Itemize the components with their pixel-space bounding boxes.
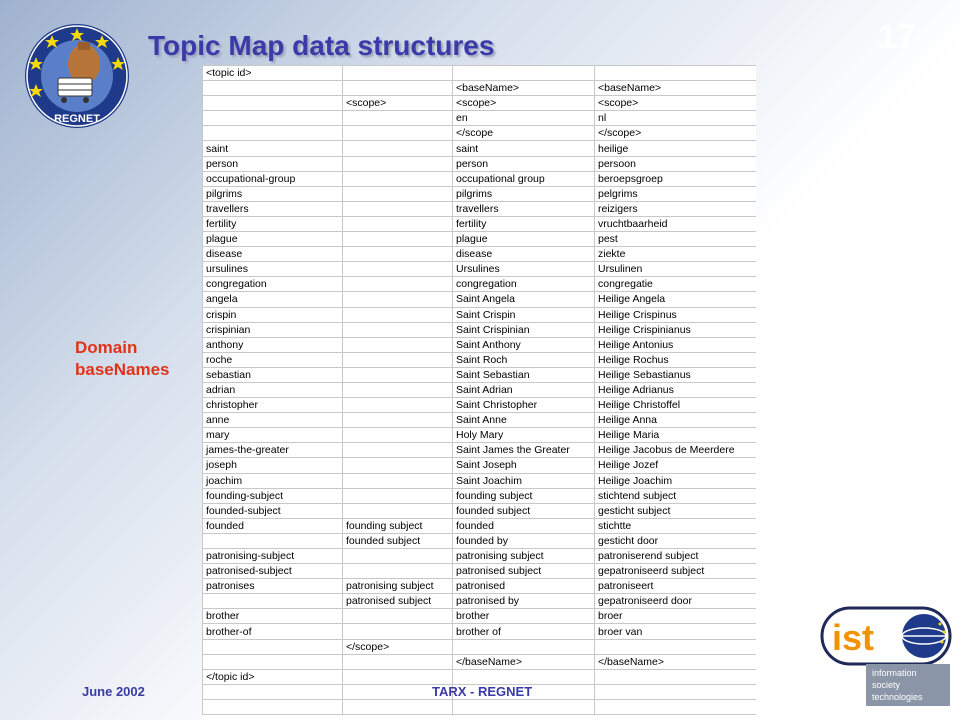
table-cell xyxy=(595,684,757,699)
topic-map-table xyxy=(202,65,756,715)
ist-logo-main: ist xyxy=(832,617,875,658)
table-cell: angela xyxy=(203,292,343,307)
table-cell xyxy=(203,533,343,548)
table-cell xyxy=(343,66,453,81)
table-row xyxy=(203,413,757,428)
table-cell xyxy=(343,186,453,201)
table-cell xyxy=(343,488,453,503)
table-cell: heilige xyxy=(595,141,757,156)
table-cell xyxy=(203,684,343,699)
table-row xyxy=(203,337,757,352)
table-cell: founding subject xyxy=(453,488,595,503)
table-row xyxy=(203,579,757,594)
table-cell xyxy=(343,307,453,322)
table-cell: congregatie xyxy=(595,277,757,292)
table-cell xyxy=(343,398,453,413)
table-cell: nl xyxy=(595,111,757,126)
table-cell xyxy=(453,699,595,714)
table-cell: joachim xyxy=(203,473,343,488)
table-cell: Saint Anne xyxy=(453,413,595,428)
table-cell xyxy=(343,443,453,458)
table-cell: travellers xyxy=(203,201,343,216)
table-cell: Heilige Antonius xyxy=(595,337,757,352)
table-row xyxy=(203,352,757,367)
table-cell: crispinian xyxy=(203,322,343,337)
table-cell: Saint James the Greater xyxy=(453,443,595,458)
table-cell: Saint Angela xyxy=(453,292,595,307)
table-cell: Heilige Joachim xyxy=(595,473,757,488)
ist-caption-3: technologies xyxy=(872,692,923,702)
table-cell: Heilige Rochus xyxy=(595,352,757,367)
table-row xyxy=(203,443,757,458)
table-cell: founding-subject xyxy=(203,488,343,503)
table-row xyxy=(203,66,757,81)
table-cell: <scope> xyxy=(343,96,453,111)
table-row xyxy=(203,428,757,443)
table-cell: founding subject xyxy=(343,518,453,533)
table-cell: <baseName> xyxy=(595,81,757,96)
table-cell xyxy=(343,699,453,714)
table-cell xyxy=(343,247,453,262)
table-cell: gesticht door xyxy=(595,533,757,548)
table-row xyxy=(203,156,757,171)
table-row xyxy=(203,473,757,488)
table-cell: Saint Christopher xyxy=(453,398,595,413)
table-cell: Saint Crispinian xyxy=(453,322,595,337)
table-cell: Holy Mary xyxy=(453,428,595,443)
table-cell: congregation xyxy=(453,277,595,292)
table-row xyxy=(203,292,757,307)
table-cell: plague xyxy=(203,232,343,247)
table-row xyxy=(203,277,757,292)
table-cell xyxy=(595,669,757,684)
table-cell: sebastian xyxy=(203,367,343,382)
table-cell xyxy=(343,322,453,337)
table-cell: stichtend subject xyxy=(595,488,757,503)
table-cell: Saint Joachim xyxy=(453,473,595,488)
table-cell: gepatroniseerd door xyxy=(595,594,757,609)
table-cell: patronising subject xyxy=(343,579,453,594)
table-cell xyxy=(343,201,453,216)
side-label xyxy=(75,337,170,381)
table-cell xyxy=(343,111,453,126)
table-cell: founded subject xyxy=(343,533,453,548)
table-cell: joseph xyxy=(203,458,343,473)
table-row xyxy=(203,503,757,518)
table-cell: occupational group xyxy=(453,171,595,186)
table-cell xyxy=(203,111,343,126)
regnet-logo-text: REGNET xyxy=(54,113,100,125)
table-cell xyxy=(343,156,453,171)
table-cell: brother-of xyxy=(203,624,343,639)
table-cell xyxy=(343,624,453,639)
table-cell: beroepsgroep xyxy=(595,171,757,186)
side-label-line1: Domain xyxy=(75,338,138,357)
table-row xyxy=(203,458,757,473)
table-cell: crispin xyxy=(203,307,343,322)
table-cell: travellers xyxy=(453,201,595,216)
table-cell xyxy=(343,352,453,367)
table-cell xyxy=(343,81,453,96)
table-cell: Ursulinen xyxy=(595,262,757,277)
table-cell xyxy=(343,232,453,247)
table-row xyxy=(203,594,757,609)
table-cell: patroniserend subject xyxy=(595,549,757,564)
table-cell xyxy=(343,609,453,624)
table-row xyxy=(203,111,757,126)
table-cell: congregation xyxy=(203,277,343,292)
table-cell xyxy=(203,81,343,96)
table-cell: fertility xyxy=(203,216,343,231)
table-cell: christopher xyxy=(203,398,343,413)
table-cell xyxy=(203,126,343,141)
table-cell: brother xyxy=(453,609,595,624)
table-row xyxy=(203,382,757,397)
table-cell xyxy=(343,564,453,579)
regnet-logo xyxy=(22,22,132,130)
table-cell: gesticht subject xyxy=(595,503,757,518)
table-row xyxy=(203,398,757,413)
table-cell: anne xyxy=(203,413,343,428)
table-cell: Heilige Jozef xyxy=(595,458,757,473)
table-row xyxy=(203,564,757,579)
table-row xyxy=(203,96,757,111)
footer-date: June 2002 xyxy=(82,684,145,699)
table-cell: founded subject xyxy=(453,503,595,518)
table-row xyxy=(203,367,757,382)
table-row xyxy=(203,639,757,654)
table-cell: founded xyxy=(453,518,595,533)
table-cell: patronising subject xyxy=(453,549,595,564)
table-cell xyxy=(343,171,453,186)
table-cell: patroniseert xyxy=(595,579,757,594)
table-row xyxy=(203,699,757,714)
table-cell: occupational-group xyxy=(203,171,343,186)
table-cell: Heilige Christoffel xyxy=(595,398,757,413)
table-cell: </baseName> xyxy=(453,654,595,669)
table-cell: Heilige Maria xyxy=(595,428,757,443)
table-cell: Saint Sebastian xyxy=(453,367,595,382)
table-cell: saint xyxy=(203,141,343,156)
table-cell: vruchtbaarheid xyxy=(595,216,757,231)
table-cell: person xyxy=(453,156,595,171)
table-cell: <scope> xyxy=(595,96,757,111)
table-cell xyxy=(453,639,595,654)
table-row xyxy=(203,533,757,548)
table-cell: Heilige Adrianus xyxy=(595,382,757,397)
table-cell: brother xyxy=(203,609,343,624)
table-row xyxy=(203,126,757,141)
table-cell: Saint Adrian xyxy=(453,382,595,397)
table-cell xyxy=(595,639,757,654)
table-cell: Ursulines xyxy=(453,262,595,277)
table-cell xyxy=(453,669,595,684)
table-cell xyxy=(343,216,453,231)
table-cell xyxy=(203,654,343,669)
table-cell: patronising-subject xyxy=(203,549,343,564)
table-cell: <topic id> xyxy=(203,66,343,81)
table-cell: </scope> xyxy=(343,639,453,654)
table-cell: </baseName> xyxy=(595,654,757,669)
table-row xyxy=(203,232,757,247)
table-cell: adrian xyxy=(203,382,343,397)
table-cell: plague xyxy=(453,232,595,247)
table-cell: disease xyxy=(203,247,343,262)
table-row xyxy=(203,247,757,262)
spreadsheet-grid xyxy=(202,65,756,720)
table-row xyxy=(203,518,757,533)
table-cell xyxy=(203,639,343,654)
table-row xyxy=(203,549,757,564)
table-cell xyxy=(343,367,453,382)
table-cell: Saint Anthony xyxy=(453,337,595,352)
table-cell: Saint Crispin xyxy=(453,307,595,322)
table-cell: Saint Joseph xyxy=(453,458,595,473)
table-cell: founded by xyxy=(453,533,595,548)
table-cell: disease xyxy=(453,247,595,262)
table-cell: <baseName> xyxy=(453,81,595,96)
slide-number: 17 xyxy=(878,18,916,56)
table-cell: brother of xyxy=(453,624,595,639)
table-cell: gepatroniseerd subject xyxy=(595,564,757,579)
table-cell: patronises xyxy=(203,579,343,594)
table-cell: patronised subject xyxy=(453,564,595,579)
table-cell xyxy=(203,96,343,111)
table-cell xyxy=(595,66,757,81)
table-cell: patronised-subject xyxy=(203,564,343,579)
ist-caption-2: society xyxy=(872,680,901,690)
table-cell: pilgrims xyxy=(203,186,343,201)
table-cell xyxy=(343,669,453,684)
table-row xyxy=(203,216,757,231)
table-cell xyxy=(595,699,757,714)
table-cell: saint xyxy=(453,141,595,156)
table-cell: ziekte xyxy=(595,247,757,262)
table-cell: reizigers xyxy=(595,201,757,216)
table-cell: Heilige Angela xyxy=(595,292,757,307)
table-cell xyxy=(343,277,453,292)
table-cell xyxy=(343,549,453,564)
table-cell xyxy=(343,292,453,307)
table-cell: patronised subject xyxy=(343,594,453,609)
table-cell: anthony xyxy=(203,337,343,352)
table-row xyxy=(203,262,757,277)
table-cell: </scope> xyxy=(595,126,757,141)
table-cell: </topic id> xyxy=(203,669,343,684)
table-row xyxy=(203,654,757,669)
table-cell: persoon xyxy=(595,156,757,171)
table-cell: broer xyxy=(595,609,757,624)
table-cell: pest xyxy=(595,232,757,247)
table-cell: fertility xyxy=(453,216,595,231)
table-row xyxy=(203,307,757,322)
table-cell: patronised by xyxy=(453,594,595,609)
table-cell xyxy=(343,428,453,443)
table-row xyxy=(203,624,757,639)
footer-title: TARX - REGNET xyxy=(432,684,533,699)
table-row xyxy=(203,488,757,503)
table-cell: Heilige Sebastianus xyxy=(595,367,757,382)
table-row xyxy=(203,171,757,186)
table-cell: person xyxy=(203,156,343,171)
table-row xyxy=(203,81,757,96)
table-cell: founded xyxy=(203,518,343,533)
table-cell: mary xyxy=(203,428,343,443)
table-cell xyxy=(343,413,453,428)
table-cell: ursulines xyxy=(203,262,343,277)
table-cell xyxy=(343,141,453,156)
table-cell xyxy=(343,382,453,397)
table-row xyxy=(203,322,757,337)
slide-title: Topic Map data structures xyxy=(148,30,495,61)
side-label-line2: baseNames xyxy=(75,360,170,379)
table-cell: <scope> xyxy=(453,96,595,111)
table-cell xyxy=(343,262,453,277)
table-cell: patronised xyxy=(453,579,595,594)
table-cell: pelgrims xyxy=(595,186,757,201)
table-cell xyxy=(203,594,343,609)
table-cell: </scope xyxy=(453,126,595,141)
table-cell: Heilige Anna xyxy=(595,413,757,428)
ist-logo xyxy=(820,604,956,708)
table-cell: Heilige Jacobus de Meerdere xyxy=(595,443,757,458)
table-cell xyxy=(343,126,453,141)
table-cell: en xyxy=(453,111,595,126)
table-cell: broer van xyxy=(595,624,757,639)
table-row xyxy=(203,141,757,156)
table-cell: roche xyxy=(203,352,343,367)
table-cell: stichtte xyxy=(595,518,757,533)
table-cell: Heilige Crispinus xyxy=(595,307,757,322)
table-cell: pilgrims xyxy=(453,186,595,201)
table-cell: Saint Roch xyxy=(453,352,595,367)
table-cell xyxy=(343,654,453,669)
table-row xyxy=(203,669,757,684)
table-cell xyxy=(343,337,453,352)
table-row xyxy=(203,609,757,624)
table-cell: founded-subject xyxy=(203,503,343,518)
table-cell xyxy=(343,473,453,488)
table-cell: Heilige Crispinianus xyxy=(595,322,757,337)
table-cell xyxy=(453,66,595,81)
table-cell xyxy=(203,699,343,714)
table-cell xyxy=(343,503,453,518)
ist-caption-1: information xyxy=(872,668,917,678)
table-row xyxy=(203,186,757,201)
table-cell: james-the-greater xyxy=(203,443,343,458)
table-cell xyxy=(343,458,453,473)
table-row xyxy=(203,201,757,216)
